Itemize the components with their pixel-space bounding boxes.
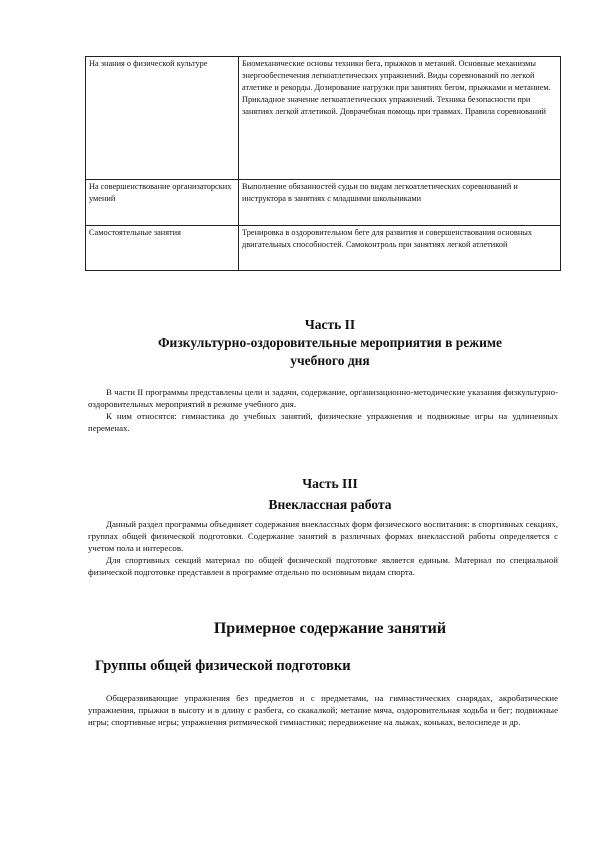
part3-text (88, 518, 558, 578)
table-cell-content: Биомеханические основы техники бега, прыжков и метаний. Основные механизмы энергообеспечения легкоатлетических упражнений. Виды соревнований по легкой атлетике и рекорды. Дозирование нагрузки при занятиях бегом, прыжками и метанием. Прикладное значение легкоатлетических упражнений. Техника безопасности при занятиях легкой атлетикой. Доврачебная помощь при травмах. Правила соревнований (239, 57, 561, 180)
part2-title-line2: учебного дня (290, 353, 370, 368)
content-text (88, 692, 558, 728)
table-cell-content: Тренировка в оздоровительном беге для развития и совершенствования основных двигательных способностей. Самоконтроль при занятиях легкой атлетикой (239, 226, 561, 271)
table-row (86, 57, 561, 180)
table-cell-category: На совершенствование организаторских умений (86, 180, 239, 226)
content-paragraph: Общеразвивающие упражнения без предметов и с предметами, на гимнастических снарядах, акробатические упражнения, прыжки в высоту и в длину с разбега, со скакалкой; метание мяча, оздоровительная ходьба и бег; подвижные игры; спортивные игры; упражнения ритмической гимнастики; передвижение на лыжах, коньках, велосипеде и др. (88, 693, 558, 727)
content-title: Примерное содержание занятий (213, 620, 447, 637)
content-table (85, 56, 561, 271)
part3-title: Внеклассная работа (268, 497, 392, 512)
table-cell-category: На знания о физической культуре (86, 57, 239, 180)
table-row (86, 180, 561, 226)
part2-text (88, 386, 558, 434)
part2-heading: Часть II (304, 317, 356, 332)
part2-title-line1: Физкультурно-оздоровительные мероприятия в режиме (157, 335, 503, 350)
content-subtitle: Группы общей физической подготовки (95, 658, 351, 674)
part3-paragraph-2: Для спортивных секций материал по общей физической подготовке является единым. Материал по специальной физической подготовке представлен в программе отдельно по основным видам спорта. (88, 555, 558, 577)
part2-paragraph-1: В части II программы представлены цели и задачи, содержание, организационно-методические указания физкультурно-оздоровительных мероприятий в режиме учебного дня. (88, 387, 558, 409)
table-row (86, 226, 561, 271)
table-cell-content: Выполнение обязанностей судьи по видам легкоатлетических соревнований и инструктора в занятиях с младшими школьниками (239, 180, 561, 226)
part2-paragraph-2: К ним относятся: гимнастика до учебных занятий, физические упражнения и подвижные игры на удлиненных переменах. (88, 411, 558, 433)
table-cell-category: Самостоятельные занятия (86, 226, 239, 271)
part3-paragraph-1: Данный раздел программы объединяет содержания внеклассных форм физического воспитания: в спортивных секциях, группах общей физической подготовки. Содержание занятий в различных формах внеклассной работы определяется с учетом пола и интересов. (88, 519, 558, 553)
part3-heading: Часть III (302, 476, 358, 491)
